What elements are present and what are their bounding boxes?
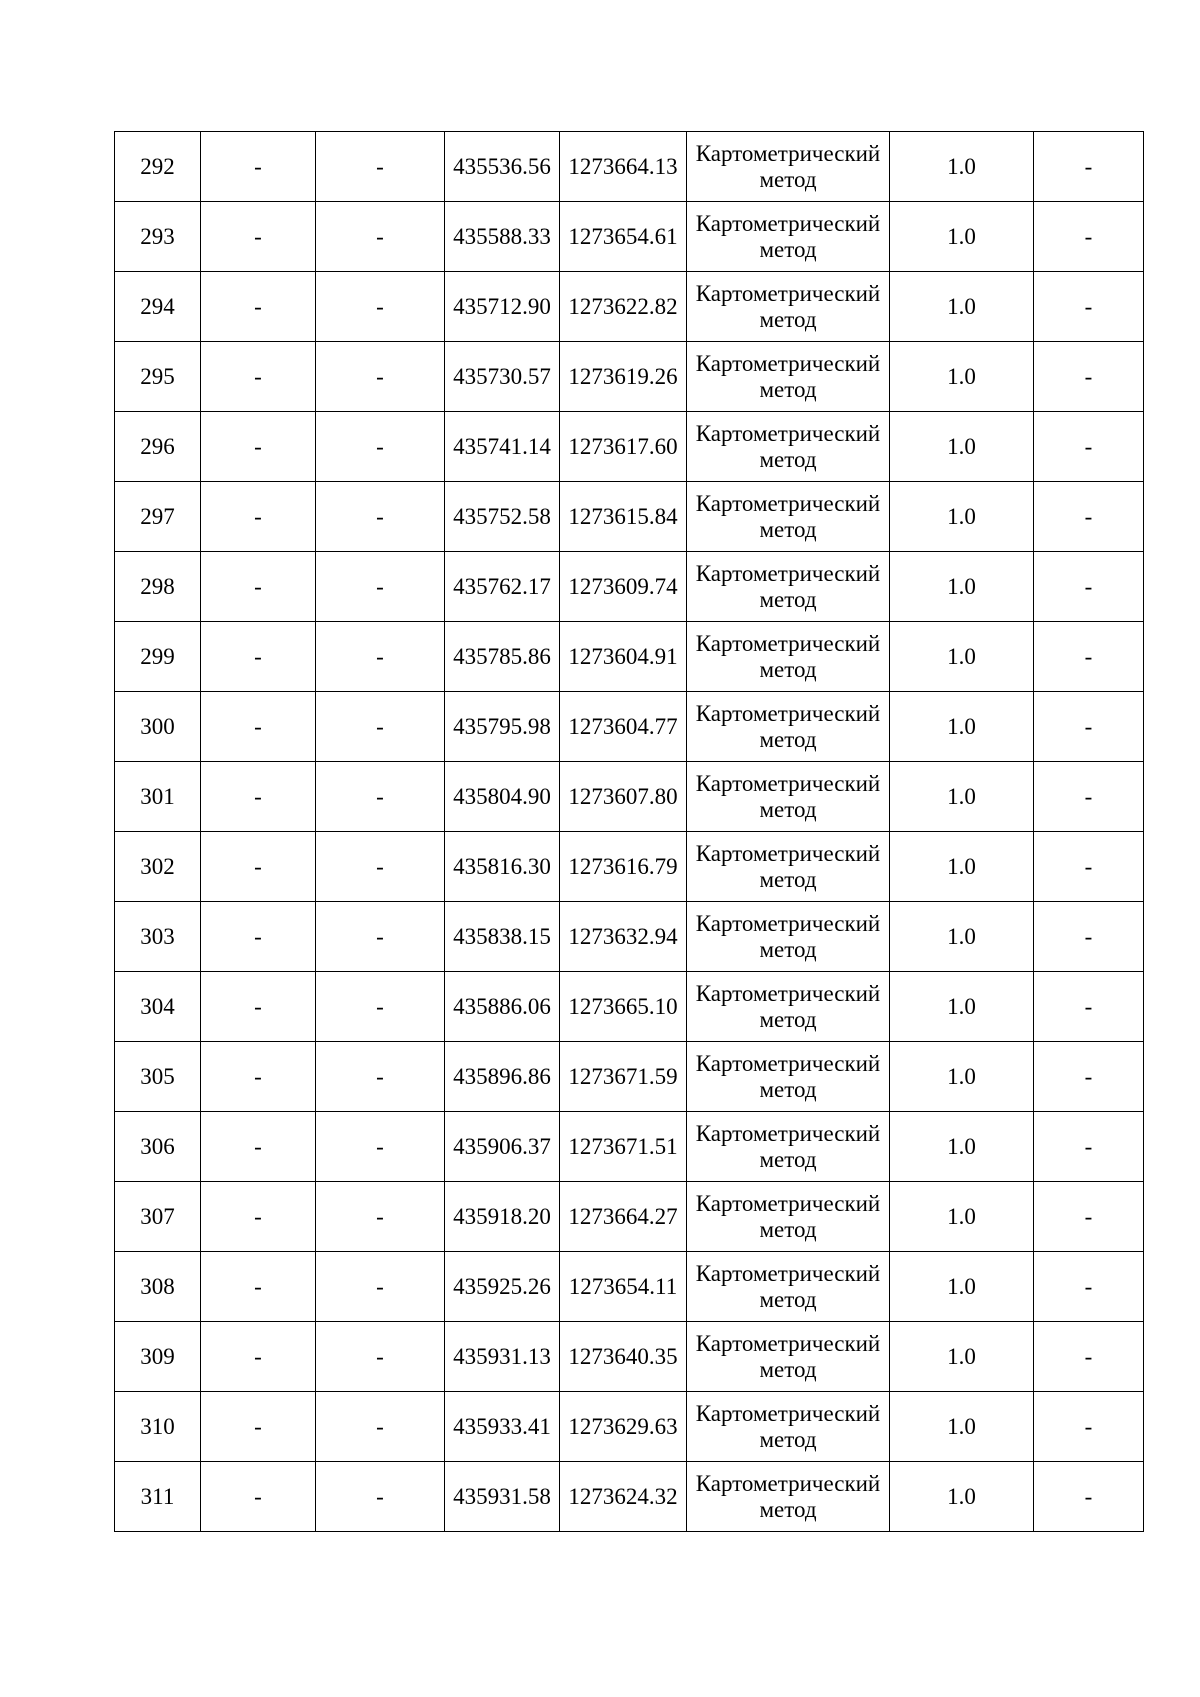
- empty-value-cell: -: [1034, 622, 1144, 692]
- empty-value-cell: -: [201, 202, 316, 272]
- y-coordinate-cell: 1273665.10: [560, 972, 687, 1042]
- method-cell: [687, 902, 890, 972]
- method-line-2: метод: [759, 236, 817, 262]
- table-row: [115, 902, 1144, 972]
- point-number-cell: 306: [115, 1112, 201, 1182]
- empty-value-cell: -: [1034, 1322, 1144, 1392]
- accuracy-cell: 1.0: [890, 1462, 1034, 1532]
- accuracy-cell: 1.0: [890, 692, 1034, 762]
- table-row: [115, 1182, 1144, 1252]
- empty-value-cell: -: [316, 412, 445, 482]
- point-number-cell: 304: [115, 972, 201, 1042]
- accuracy-cell: 1.0: [890, 272, 1034, 342]
- accuracy-cell: 1.0: [890, 342, 1034, 412]
- y-coordinate-cell: 1273640.35: [560, 1322, 687, 1392]
- empty-value-cell: -: [316, 762, 445, 832]
- empty-value-cell: -: [201, 1182, 316, 1252]
- empty-value-cell: -: [316, 1252, 445, 1322]
- accuracy-cell: 1.0: [890, 1322, 1034, 1392]
- method-line-2: метод: [759, 1076, 817, 1102]
- empty-value-cell: -: [316, 622, 445, 692]
- point-number-cell: 305: [115, 1042, 201, 1112]
- empty-value-cell: -: [1034, 1392, 1144, 1462]
- accuracy-cell: 1.0: [890, 1112, 1034, 1182]
- method-line-1: Картометрический: [695, 630, 881, 656]
- point-number-cell: 301: [115, 762, 201, 832]
- y-coordinate-cell: 1273616.79: [560, 832, 687, 902]
- table-row: [115, 342, 1144, 412]
- method-line-1: Картометрический: [695, 980, 881, 1006]
- method-cell: [687, 1392, 890, 1462]
- empty-value-cell: -: [201, 412, 316, 482]
- method-cell: [687, 832, 890, 902]
- table-row: [115, 1462, 1144, 1532]
- table-row: [115, 272, 1144, 342]
- empty-value-cell: -: [201, 1042, 316, 1112]
- y-coordinate-cell: 1273664.27: [560, 1182, 687, 1252]
- empty-value-cell: -: [201, 132, 316, 202]
- accuracy-cell: 1.0: [890, 202, 1034, 272]
- empty-value-cell: -: [316, 832, 445, 902]
- x-coordinate-cell: 435933.41: [445, 1392, 560, 1462]
- empty-value-cell: -: [201, 482, 316, 552]
- accuracy-cell: 1.0: [890, 1392, 1034, 1462]
- method-line-1: Картометрический: [695, 770, 881, 796]
- empty-value-cell: -: [316, 272, 445, 342]
- table-row: [115, 1322, 1144, 1392]
- table-row: [115, 1042, 1144, 1112]
- method-line-2: метод: [759, 796, 817, 822]
- x-coordinate-cell: 435762.17: [445, 552, 560, 622]
- table-row: [115, 202, 1144, 272]
- method-line-1: Картометрический: [695, 560, 881, 586]
- point-number-cell: 292: [115, 132, 201, 202]
- accuracy-cell: 1.0: [890, 132, 1034, 202]
- empty-value-cell: -: [1034, 412, 1144, 482]
- method-cell: [687, 132, 890, 202]
- method-line-2: метод: [759, 1006, 817, 1032]
- x-coordinate-cell: 435795.98: [445, 692, 560, 762]
- point-number-cell: 303: [115, 902, 201, 972]
- empty-value-cell: -: [316, 972, 445, 1042]
- empty-value-cell: -: [1034, 1182, 1144, 1252]
- table-body: [115, 132, 1144, 1532]
- empty-value-cell: -: [1034, 342, 1144, 412]
- empty-value-cell: -: [316, 1042, 445, 1112]
- y-coordinate-cell: 1273607.80: [560, 762, 687, 832]
- empty-value-cell: -: [1034, 902, 1144, 972]
- empty-value-cell: -: [1034, 972, 1144, 1042]
- x-coordinate-cell: 435741.14: [445, 412, 560, 482]
- table-row: [115, 622, 1144, 692]
- point-number-cell: 297: [115, 482, 201, 552]
- method-line-2: метод: [759, 446, 817, 472]
- method-cell: [687, 972, 890, 1042]
- accuracy-cell: 1.0: [890, 762, 1034, 832]
- x-coordinate-cell: 435536.56: [445, 132, 560, 202]
- point-number-cell: 307: [115, 1182, 201, 1252]
- point-number-cell: 295: [115, 342, 201, 412]
- point-number-cell: 293: [115, 202, 201, 272]
- point-number-cell: 310: [115, 1392, 201, 1462]
- accuracy-cell: 1.0: [890, 412, 1034, 482]
- method-cell: [687, 1462, 890, 1532]
- empty-value-cell: -: [1034, 132, 1144, 202]
- method-line-1: Картометрический: [695, 1050, 881, 1076]
- empty-value-cell: -: [201, 832, 316, 902]
- x-coordinate-cell: 435838.15: [445, 902, 560, 972]
- x-coordinate-cell: 435931.58: [445, 1462, 560, 1532]
- method-line-1: Картометрический: [695, 490, 881, 516]
- accuracy-cell: 1.0: [890, 832, 1034, 902]
- method-line-2: метод: [759, 936, 817, 962]
- x-coordinate-cell: 435804.90: [445, 762, 560, 832]
- accuracy-cell: 1.0: [890, 482, 1034, 552]
- x-coordinate-cell: 435925.26: [445, 1252, 560, 1322]
- method-line-1: Картометрический: [695, 210, 881, 236]
- empty-value-cell: -: [1034, 1252, 1144, 1322]
- method-line-1: Картометрический: [695, 280, 881, 306]
- y-coordinate-cell: 1273654.61: [560, 202, 687, 272]
- point-number-cell: 299: [115, 622, 201, 692]
- accuracy-cell: 1.0: [890, 972, 1034, 1042]
- table-row: [115, 762, 1144, 832]
- empty-value-cell: -: [201, 762, 316, 832]
- method-line-1: Картометрический: [695, 840, 881, 866]
- accuracy-cell: 1.0: [890, 622, 1034, 692]
- y-coordinate-cell: 1273604.91: [560, 622, 687, 692]
- method-cell: [687, 202, 890, 272]
- accuracy-cell: 1.0: [890, 552, 1034, 622]
- method-line-2: метод: [759, 656, 817, 682]
- empty-value-cell: -: [1034, 1462, 1144, 1532]
- method-line-1: Картометрический: [695, 1190, 881, 1216]
- method-cell: [687, 1112, 890, 1182]
- method-line-2: метод: [759, 1496, 817, 1522]
- method-cell: [687, 622, 890, 692]
- empty-value-cell: -: [201, 1462, 316, 1532]
- x-coordinate-cell: 435752.58: [445, 482, 560, 552]
- y-coordinate-cell: 1273624.32: [560, 1462, 687, 1532]
- x-coordinate-cell: 435931.13: [445, 1322, 560, 1392]
- empty-value-cell: -: [316, 1462, 445, 1532]
- x-coordinate-cell: 435712.90: [445, 272, 560, 342]
- point-number-cell: 294: [115, 272, 201, 342]
- empty-value-cell: -: [201, 902, 316, 972]
- empty-value-cell: -: [1034, 202, 1144, 272]
- method-cell: [687, 1042, 890, 1112]
- method-line-2: метод: [759, 1426, 817, 1452]
- empty-value-cell: -: [316, 202, 445, 272]
- empty-value-cell: -: [316, 1322, 445, 1392]
- method-line-2: метод: [759, 516, 817, 542]
- empty-value-cell: -: [201, 972, 316, 1042]
- point-number-cell: 311: [115, 1462, 201, 1532]
- empty-value-cell: -: [201, 342, 316, 412]
- method-line-1: Картометрический: [695, 1330, 881, 1356]
- x-coordinate-cell: 435588.33: [445, 202, 560, 272]
- empty-value-cell: -: [1034, 762, 1144, 832]
- empty-value-cell: -: [201, 552, 316, 622]
- empty-value-cell: -: [1034, 1112, 1144, 1182]
- method-line-1: Картометрический: [695, 1470, 881, 1496]
- method-line-1: Картометрический: [695, 1120, 881, 1146]
- empty-value-cell: -: [201, 622, 316, 692]
- table-row: [115, 482, 1144, 552]
- method-line-1: Картометрический: [695, 910, 881, 936]
- empty-value-cell: -: [201, 1322, 316, 1392]
- accuracy-cell: 1.0: [890, 1042, 1034, 1112]
- x-coordinate-cell: 435906.37: [445, 1112, 560, 1182]
- y-coordinate-cell: 1273622.82: [560, 272, 687, 342]
- y-coordinate-cell: 1273629.63: [560, 1392, 687, 1462]
- accuracy-cell: 1.0: [890, 1252, 1034, 1322]
- empty-value-cell: -: [201, 692, 316, 762]
- empty-value-cell: -: [201, 1392, 316, 1462]
- empty-value-cell: -: [316, 482, 445, 552]
- empty-value-cell: -: [316, 692, 445, 762]
- y-coordinate-cell: 1273671.59: [560, 1042, 687, 1112]
- empty-value-cell: -: [316, 902, 445, 972]
- method-line-1: Картометрический: [695, 140, 881, 166]
- method-line-2: метод: [759, 376, 817, 402]
- empty-value-cell: -: [316, 552, 445, 622]
- empty-value-cell: -: [1034, 482, 1144, 552]
- method-line-2: метод: [759, 166, 817, 192]
- method-cell: [687, 482, 890, 552]
- method-line-1: Картометрический: [695, 420, 881, 446]
- y-coordinate-cell: 1273619.26: [560, 342, 687, 412]
- point-number-cell: 298: [115, 552, 201, 622]
- table-row: [115, 132, 1144, 202]
- y-coordinate-cell: 1273617.60: [560, 412, 687, 482]
- empty-value-cell: -: [1034, 692, 1144, 762]
- table-row: [115, 832, 1144, 902]
- table-row: [115, 692, 1144, 762]
- point-number-cell: 296: [115, 412, 201, 482]
- method-line-2: метод: [759, 1286, 817, 1312]
- point-number-cell: 309: [115, 1322, 201, 1392]
- method-cell: [687, 692, 890, 762]
- method-line-2: метод: [759, 306, 817, 332]
- method-cell: [687, 1252, 890, 1322]
- empty-value-cell: -: [1034, 272, 1144, 342]
- method-line-1: Картометрический: [695, 1400, 881, 1426]
- method-line-2: метод: [759, 1356, 817, 1382]
- method-line-2: метод: [759, 1146, 817, 1172]
- method-cell: [687, 1182, 890, 1252]
- method-line-2: метод: [759, 726, 817, 752]
- table-row: [115, 972, 1144, 1042]
- table-row: [115, 1112, 1144, 1182]
- point-number-cell: 302: [115, 832, 201, 902]
- method-line-2: метод: [759, 586, 817, 612]
- point-number-cell: 300: [115, 692, 201, 762]
- y-coordinate-cell: 1273664.13: [560, 132, 687, 202]
- x-coordinate-cell: 435896.86: [445, 1042, 560, 1112]
- x-coordinate-cell: 435886.06: [445, 972, 560, 1042]
- empty-value-cell: -: [316, 132, 445, 202]
- method-line-2: метод: [759, 1216, 817, 1242]
- method-line-1: Картометрический: [695, 700, 881, 726]
- accuracy-cell: 1.0: [890, 1182, 1034, 1252]
- method-cell: [687, 1322, 890, 1392]
- empty-value-cell: -: [316, 1182, 445, 1252]
- x-coordinate-cell: 435918.20: [445, 1182, 560, 1252]
- method-line-2: метод: [759, 866, 817, 892]
- y-coordinate-cell: 1273671.51: [560, 1112, 687, 1182]
- empty-value-cell: -: [316, 342, 445, 412]
- y-coordinate-cell: 1273632.94: [560, 902, 687, 972]
- method-line-1: Картометрический: [695, 1260, 881, 1286]
- method-cell: [687, 412, 890, 482]
- x-coordinate-cell: 435785.86: [445, 622, 560, 692]
- x-coordinate-cell: 435816.30: [445, 832, 560, 902]
- method-cell: [687, 272, 890, 342]
- point-number-cell: 308: [115, 1252, 201, 1322]
- method-cell: [687, 762, 890, 832]
- empty-value-cell: -: [1034, 1042, 1144, 1112]
- table-row: [115, 1392, 1144, 1462]
- empty-value-cell: -: [316, 1392, 445, 1462]
- empty-value-cell: -: [1034, 552, 1144, 622]
- y-coordinate-cell: 1273654.11: [560, 1252, 687, 1322]
- table-row: [115, 412, 1144, 482]
- y-coordinate-cell: 1273609.74: [560, 552, 687, 622]
- method-line-1: Картометрический: [695, 350, 881, 376]
- y-coordinate-cell: 1273604.77: [560, 692, 687, 762]
- empty-value-cell: -: [1034, 832, 1144, 902]
- empty-value-cell: -: [201, 1252, 316, 1322]
- empty-value-cell: -: [201, 1112, 316, 1182]
- coordinates-table: [114, 131, 1144, 1532]
- x-coordinate-cell: 435730.57: [445, 342, 560, 412]
- accuracy-cell: 1.0: [890, 902, 1034, 972]
- table-row: [115, 552, 1144, 622]
- y-coordinate-cell: 1273615.84: [560, 482, 687, 552]
- method-cell: [687, 552, 890, 622]
- method-cell: [687, 342, 890, 412]
- empty-value-cell: -: [316, 1112, 445, 1182]
- table-row: [115, 1252, 1144, 1322]
- empty-value-cell: -: [201, 272, 316, 342]
